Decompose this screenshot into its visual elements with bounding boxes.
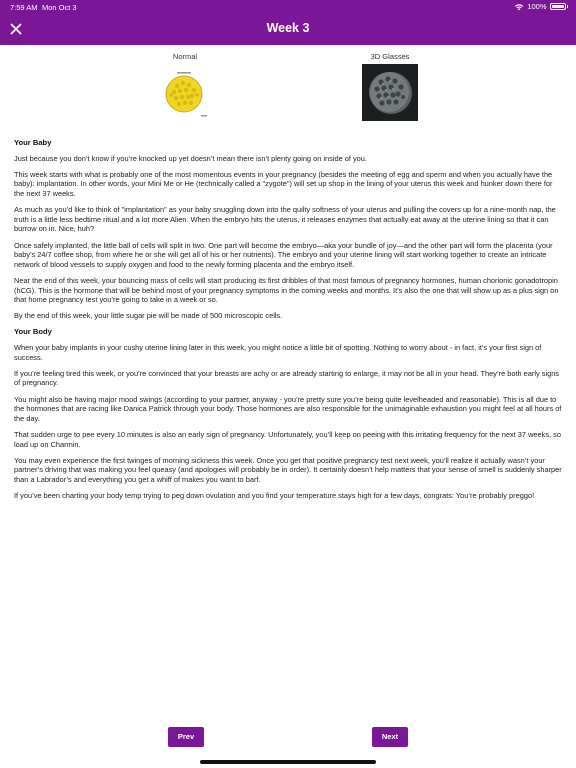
glasses-image-block [355, 52, 425, 126]
paragraph: If you’re feeling tired this week, or you’re convinced that your breasts are achy or are already starting to enlarge, it may not be all in your head. They’re both early signs of pregnancy. [14, 368, 560, 388]
battery-icon [550, 3, 566, 10]
paragraph: Once safely implanted, the little ball of cells will split in two. One part will become the embryo—aka your bundle of joy—and the other part will form the placenta (your baby’s 24/7 coffee shop, from where he or she will get all of his or her nutrients). The embryo and your uterine lining will start working together to create an intricate network of blood vessels to supply oxygen and food to the newly forming placenta and the embryo itself. [14, 240, 553, 269]
paragraph: If you’ve been charting your body temp trying to peg down ovulation and you find your temperature stays high for a few days, congrats: You’re probably preggo! [14, 491, 535, 501]
section-heading-body: Your Body [14, 327, 52, 337]
status-bar [0, 0, 576, 14]
normal-caption: Normal [172, 52, 198, 61]
paragraph: This week starts with what is probably one of the most momentous events in your pregnancy (besides the meeting of egg and sperm and when you actually have the baby): implantation. In other words, your Mini Me or He (technically called a "zygote") will set up shop in the lining of your uterus this week and hunker down there for the next 37 weeks. [14, 169, 553, 198]
image-row [0, 52, 576, 132]
status-time: 7:59 AM [10, 3, 38, 12]
paragraph: When your baby implants in your cushy uterine lining later in this week, you might notice a little bit of spotting. Nothing to worry about - in fact, it’s your first sign of success. [14, 343, 542, 362]
normal-image-block [150, 52, 220, 126]
nav-bar [0, 14, 576, 45]
battery-percent: 100% [527, 2, 547, 11]
battery-tip [567, 5, 569, 8]
paragraph: That sudden urge to pee every 10 minutes is also an early sign of pregnancy. Unfortunately, you’ll keep on peeing with this irritating frequency for the next 37 weeks, so load up on Charmin. [14, 430, 561, 449]
page-title: Week 3 [266, 21, 310, 35]
glasses-caption: 3D Glasses [370, 52, 410, 61]
section-heading-baby: Your Baby [14, 138, 52, 147]
article-content [14, 138, 562, 507]
paragraph: Just because you don’t know if you’re knocked up yet doesn’t mean there isn’t plenty going on inside of you. [14, 153, 367, 163]
next-button[interactable]: Next [372, 727, 408, 747]
wifi-icon [514, 3, 524, 11]
status-date: Mon Oct 3 [42, 3, 77, 12]
paragraph: By the end of this week, your little sugar pie will be made of 500 microscopic cells. [14, 311, 283, 321]
home-indicator [200, 760, 376, 764]
top-bar [0, 0, 576, 45]
paragraph: You might also be having major mood swings (according to your partner, anyway - you’re pretty sure you’re being quite levelheaded and reasonable). This is all due to the hormones that are racing like Danica Patrick through your body. Those hormones are also responsible for the unimaginable exhaustion you might feel at all hours of the day. [14, 394, 562, 423]
embryo-normal-image [157, 64, 213, 121]
embryo-3d-image [362, 64, 418, 121]
prev-button[interactable]: Prev [168, 727, 204, 747]
paragraph: Near the end of this week, your bouncing mass of cells will start producing its first dribbles of that most famous of pregnancy hormones, human chorionic gonadotropin (hCG). This is the hormone that will be behind most of your pregnancy symptoms in the coming weeks and months. It’s also the one that will show up as a plus sign on that home pregnancy test you’re going to take in a week or so. [14, 275, 559, 305]
status-right [514, 2, 568, 11]
paragraph: As much as you’d like to think of "implantation" as your baby snuggling down into the quilty softness of your uterus and pulling the covers up for a nine-month nap, the truth is a little less bedtime ritual and a lot more Alien. When the embryo hits the uterus, it releases enzymes that actually eat away at the uterine lining so that it can burrow on in. Nice, huh? [14, 205, 556, 234]
paragraph: You may even experience the first twinges of morning sickness this week. Once you get that positive pregnancy test next week, you’ll realize it actually wasn’t your partner’s driving that was making you feel queasy (and apologies will probably be in order). It certainly doesn’t help matters that your sense of smell is suddenly sharper than a Labrador’s and everything you get a whiff of makes you want to barf. [14, 455, 562, 484]
